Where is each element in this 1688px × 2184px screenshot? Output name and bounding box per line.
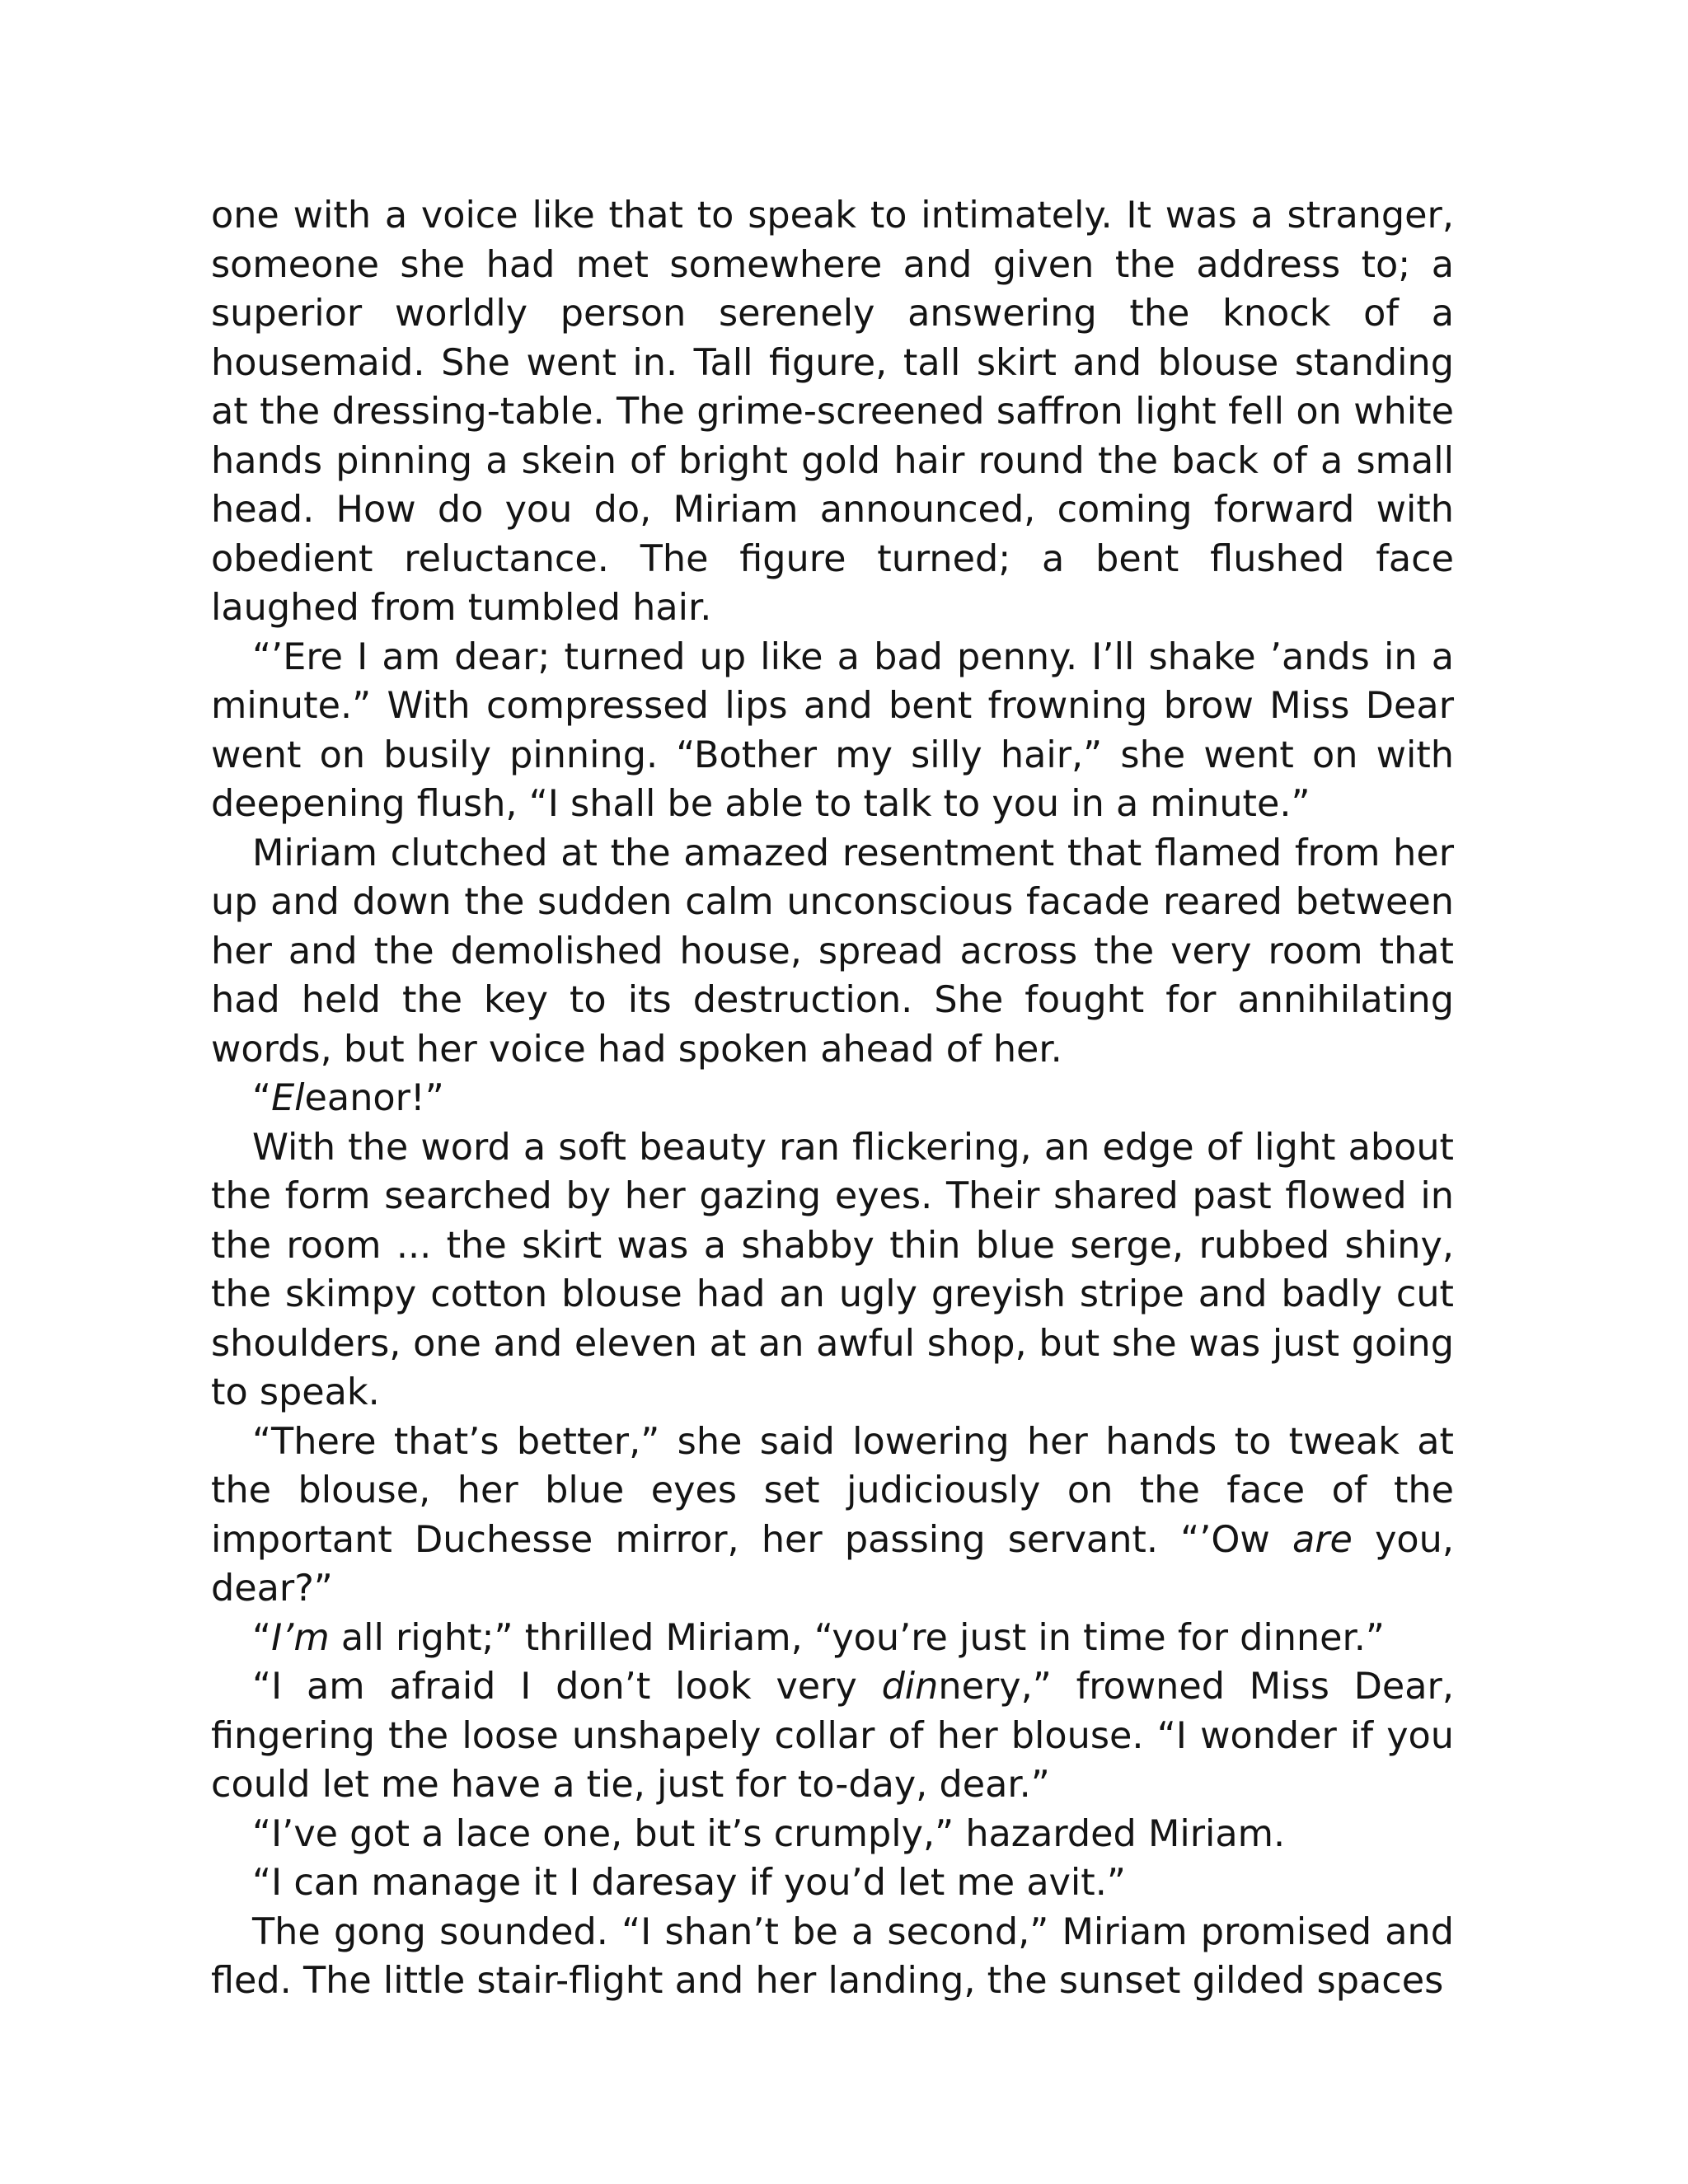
- text-run: “I’ve got a lace one, but it’s crumply,” hazarded Miriam.: [252, 1812, 1286, 1855]
- text-run: one with a voice like that to speak to intimately. It was a stranger, someone she had met somewhere and given the address to; a superior worldly person serenely answering the knock of a housemaid. She went in. Tall figure, tall skirt and blouse standing at the dressing-table. The grime-screened saffron light fell on white hands pinning a skein of bright gold hair round the back of a small head. How do you do, Miriam announced, coming forward with obedient reluctance. The figure turned; a bent flushed face laughed from tumbled hair.: [211, 194, 1454, 629]
- italic-text: El: [271, 1077, 305, 1119]
- text-run: With the word a soft beauty ran flickering, an edge of light about the form searched by her gazing eyes. Their shared past flowed in the room ... the skirt was a shabby thin blue serge, rubbed shiny, the skimpy cotton blouse had an ugly greyish stripe and badly cut shoulders, one and eleven at an awful shop, but she was just going to speak.: [211, 1126, 1454, 1413]
- text-run: you, dear?”: [211, 1518, 1455, 1610]
- italic-text: are: [1292, 1518, 1353, 1561]
- paragraph: [211, 633, 1454, 829]
- paragraph: [211, 1810, 1454, 1859]
- text-run: “I am afraid I don’t look very: [252, 1666, 882, 1708]
- paragraph: [211, 1074, 1454, 1123]
- text-run: Miriam clutched at the amazed resentment that flamed from her up and down the sudden calm unconscious facade reared between her and the demolished house, spread across the very room that had held the key to its destruction. She fought for annihilating words, but her voice had spoken ahead of her.: [211, 832, 1454, 1071]
- paragraph: [211, 1418, 1454, 1614]
- paragraph: [211, 1614, 1454, 1663]
- text-run: “: [252, 1077, 272, 1119]
- paragraph: [211, 1662, 1454, 1810]
- text-run: “I can manage it I daresay if you’d let me avit.”: [252, 1862, 1126, 1904]
- paragraph: [211, 1908, 1454, 2006]
- paragraph: [211, 1858, 1454, 1908]
- paragraph: [211, 829, 1454, 1075]
- paragraph: [211, 1123, 1454, 1418]
- italic-text: din: [881, 1666, 939, 1708]
- italic-text: I’m: [271, 1616, 330, 1659]
- text-run: all right;” thrilled Miriam, “you’re just in time for dinner.”: [329, 1616, 1385, 1659]
- text-run: “’Ere I am dear; turned up like a bad penny. I’ll shake ’ands in a minute.” With compressed lips and bent frowning brow Miss Dear went on busily pinning. “Bother my silly hair,” she went on with deepening flush, “I shall be able to talk to you in a minute.”: [211, 635, 1454, 825]
- text-run: eanor!”: [304, 1077, 444, 1119]
- text-run: “: [252, 1616, 272, 1659]
- paragraph: [211, 191, 1454, 633]
- text-run: “There that’s better,” she said lowering her hands to tweak at the blouse, her blue eyes set judiciously on the face of the important Duchesse mirror, her passing servant. “’Ow: [211, 1420, 1454, 1561]
- text-run: The gong sounded. “I shan’t be a second,” Miriam promised and fled. The little stair-flight and her landing, the sunset gilded spaces: [211, 1910, 1454, 2002]
- book-page-text: [211, 191, 1454, 2006]
- text-run: nery,” frowned Miss Dear, fingering the loose unshapely collar of her blouse. “I wonder if you could let me have a tie, just for to-day, dear.”: [211, 1666, 1454, 1806]
